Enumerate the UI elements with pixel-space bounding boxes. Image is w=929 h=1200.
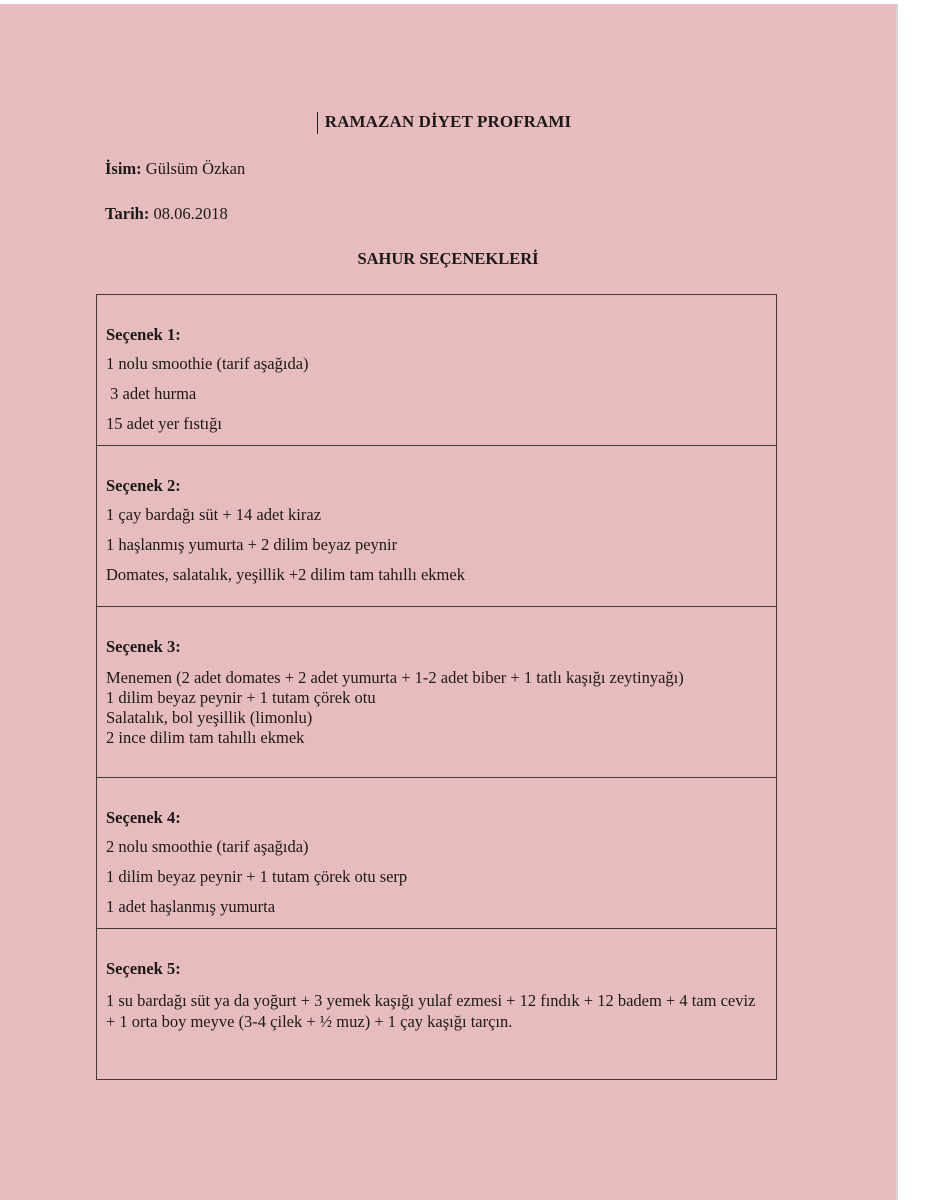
section-title: SAHUR SEÇENEKLERİ bbox=[357, 249, 539, 268]
option-line: 1 haşlanmış yumurta + 2 dilim beyaz peynir bbox=[106, 535, 398, 554]
option-line: Salatalık, bol yeşillik (limonlu) bbox=[106, 708, 313, 727]
option-line: 2 ince dilim tam tahıllı ekmek bbox=[106, 728, 305, 747]
option-row-1 bbox=[97, 295, 776, 446]
option-line: 1 adet haşlanmış yumurta bbox=[106, 897, 276, 916]
document-page bbox=[0, 4, 896, 1200]
option-title: Seçenek 2: bbox=[106, 476, 181, 495]
option-row-4 bbox=[97, 778, 776, 929]
option-row-2 bbox=[97, 446, 776, 607]
option-line: 1 çay bardağı süt + 14 adet kiraz bbox=[106, 505, 322, 524]
option-lines bbox=[106, 668, 764, 748]
date-value: 08.06.2018 bbox=[153, 204, 228, 223]
option-title: Seçenek 3: bbox=[106, 637, 181, 656]
option-line: 1 dilim beyaz peynir + 1 tutam çörek otu serp bbox=[106, 867, 408, 886]
option-lines bbox=[106, 504, 764, 594]
option-title: Seçenek 5: bbox=[106, 959, 181, 978]
option-paragraph: 1 su bardağı süt ya da yoğurt + 3 yemek kaşığı yulaf ezmesi + 12 fındık + 12 badem + 4 tam ceviz + 1 orta boy meyve (3-4 çilek + ½ muz) + 1 çay kaşığı tarçın. bbox=[106, 991, 756, 1031]
option-line: 1 dilim beyaz peynir + 1 tutam çörek otu bbox=[106, 688, 376, 707]
option-line: 3 adet hurma bbox=[106, 384, 197, 403]
option-line: Menemen (2 adet domates + 2 adet yumurta + 1-2 adet biber + 1 tatlı kaşığı zeytinyağı) bbox=[106, 668, 684, 687]
option-title: Seçenek 4: bbox=[106, 808, 181, 827]
option-line: 1 nolu smoothie (tarif aşağıda) bbox=[106, 354, 309, 373]
option-lines bbox=[106, 836, 764, 926]
date-field bbox=[105, 204, 228, 224]
document-title: RAMAZAN DİYET PROFRAMI bbox=[324, 112, 572, 131]
options-table bbox=[96, 294, 777, 1080]
option-row-5 bbox=[97, 929, 776, 1079]
name-field bbox=[105, 159, 245, 179]
page-edge bbox=[896, 4, 898, 1200]
name-value: Gülsüm Özkan bbox=[145, 159, 246, 178]
option-line: Domates, salatalık, yeşillik +2 dilim tam tahıllı ekmek bbox=[106, 565, 465, 584]
option-row-3 bbox=[97, 607, 776, 778]
name-label: İsim: bbox=[105, 159, 142, 178]
option-line: 2 nolu smoothie (tarif aşağıda) bbox=[106, 837, 309, 856]
date-label: Tarih: bbox=[105, 204, 150, 223]
option-line: 15 adet yer fıstığı bbox=[106, 414, 222, 433]
option-lines bbox=[106, 353, 764, 443]
option-title: Seçenek 1: bbox=[106, 325, 181, 344]
